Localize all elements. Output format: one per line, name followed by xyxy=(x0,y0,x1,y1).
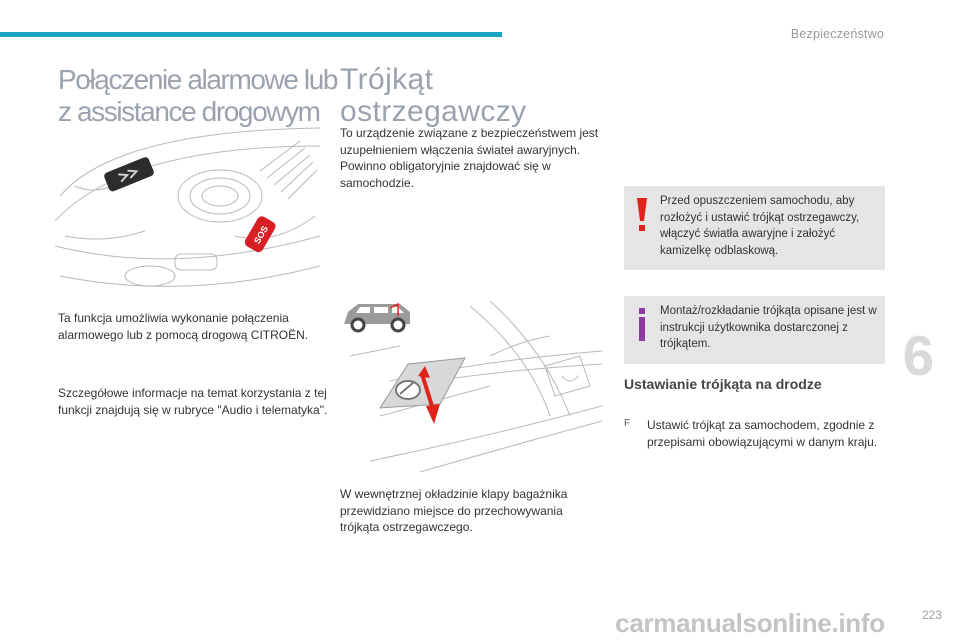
warning-triangle-title: Trójkąt ostrzegawczy xyxy=(340,63,527,128)
page-number: 223 xyxy=(921,608,942,622)
bullet-text: Ustawić trójkąt za samochodem, zgodnie z przepisami obowiązującymi w danym kraju. xyxy=(647,418,878,449)
info-text: Montaż/rozkładanie trójkąta opisane jest w instrukcji użytkownika dostarczonej z trójkątem. xyxy=(660,305,877,350)
bullet-item xyxy=(624,417,886,450)
emergency-paragraph-2: Szczegółowe informacje na temat korzystania z tej funkcji znajdują się w rubryce "Audio i telematyka". xyxy=(58,386,328,417)
exclamation-icon xyxy=(634,194,650,234)
sos-label: SOS xyxy=(251,224,271,246)
info-box xyxy=(624,296,885,364)
watermark: carmanualsonline.info xyxy=(615,608,885,638)
top-accent-bar xyxy=(0,32,502,37)
boot-lid-caption: W wewnętrznej okładzinie klapy bagażnika przewidziano miejsce do przechowywania trójkąta ostrzegawczego. xyxy=(340,487,568,534)
warning-text: Przed opuszczeniem samochodu, aby rozłożyć i ustawić trójkąt ostrzegawczy, włączyć światła awaryjne i założyć kamizelkę odblaskową. xyxy=(660,195,860,257)
warning-box xyxy=(624,186,885,270)
info-icon xyxy=(634,304,650,344)
emergency-call-title: Połączenie alarmowe lub z assistance drogowym xyxy=(58,64,338,127)
sos-button-illustration xyxy=(55,126,320,302)
boot-lid-triangle-illustration xyxy=(340,296,602,472)
section-name: Bezpieczeństwo xyxy=(790,27,884,41)
emergency-paragraph-1: Ta funkcja umożliwia wykonanie połączenia alarmowego lub z pomocą drogową CITROËN. xyxy=(58,311,309,342)
chapter-number: 6 xyxy=(903,324,935,387)
bullet-mark: F xyxy=(624,418,631,429)
warning-triangle-intro: To urządzenie związane z bezpieczeństwem jest uzupełnieniem włączenia świateł awaryjnych. Powinno obligatoryjnie znajdować się w samochodzie. xyxy=(340,126,599,190)
car-icon xyxy=(344,304,410,331)
subheading-placing-triangle: Ustawianie trójkąta na drodze xyxy=(624,376,822,392)
